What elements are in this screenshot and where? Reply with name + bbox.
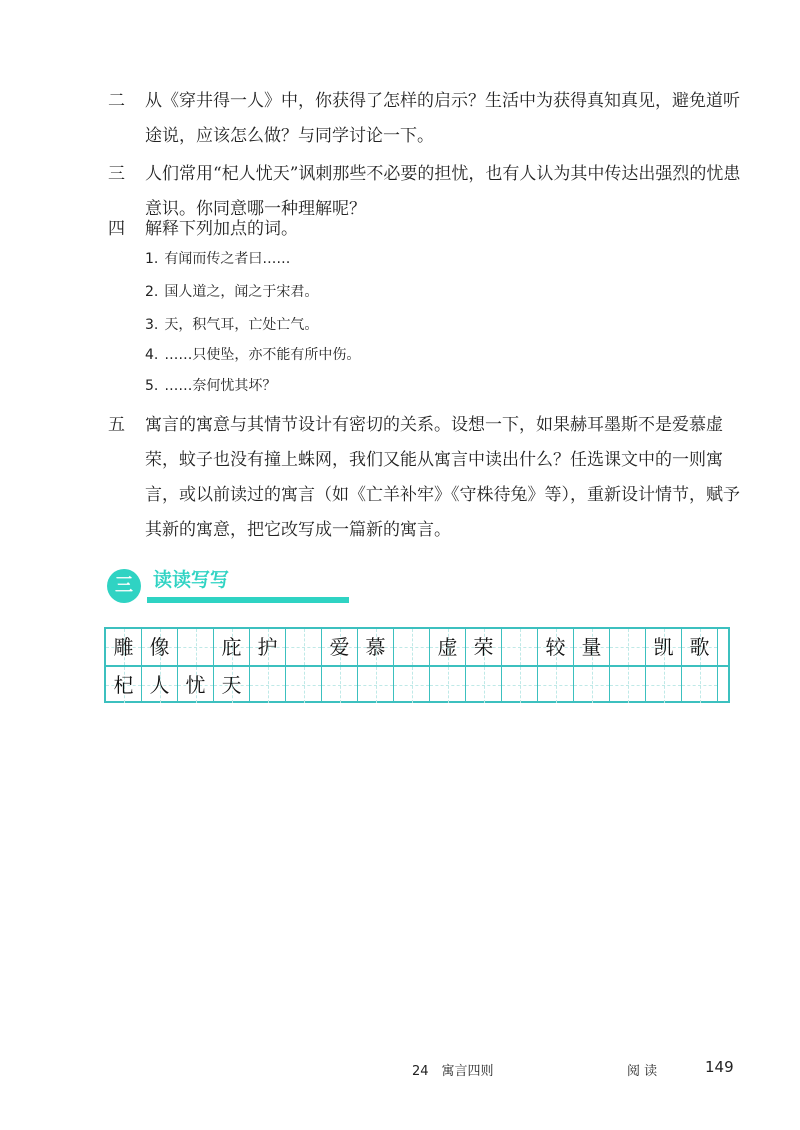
grid-cell	[394, 629, 430, 665]
section-title: 读读写写	[153, 569, 230, 591]
grid-cell	[178, 667, 214, 703]
question-4	[108, 212, 748, 247]
grid-cell	[250, 629, 286, 665]
question-number: 二	[108, 91, 125, 111]
grid-cell	[466, 629, 502, 665]
grid-cell	[214, 667, 250, 703]
grid-cell	[610, 667, 646, 703]
grid-char: 杞	[113, 673, 134, 697]
grid-cell	[106, 629, 142, 665]
grid-char: 天	[221, 673, 242, 697]
grid-cell	[286, 667, 322, 703]
grid-char: 人	[149, 673, 170, 697]
grid-cell	[250, 667, 286, 703]
question-2	[108, 84, 748, 154]
grid-cell	[646, 667, 682, 703]
question-text: 寓言的寓意与其情节设计有密切的关系。设想一下，如果赫耳墨斯不是爱慕虚荣，蚊子也没有撞上蛛网，我们又能从寓言中读出什么？任选课文中的一则寓言，或以前读过的寓言（如《亡羊补牢》《守株待兔》等），重新设计情节，赋予其新的寓意，把它改写成一篇新的寓言。	[145, 415, 740, 540]
grid-cell	[178, 629, 214, 665]
writing-grid	[104, 627, 730, 703]
grid-char: 像	[149, 635, 170, 659]
grid-cell	[430, 629, 466, 665]
grid-char: 较	[545, 635, 566, 659]
subitem-text: 有闻而传之者曰……	[164, 251, 291, 267]
footer-part: 阅 读	[627, 1064, 658, 1079]
subitem-5	[145, 376, 276, 396]
grid-char: 护	[257, 635, 278, 659]
footer-lesson: 24 寓言四则	[412, 1064, 494, 1079]
subitem-3	[145, 315, 318, 335]
grid-cell	[502, 667, 538, 703]
grid-char: 量	[581, 635, 602, 659]
section-number-badge: 三	[107, 569, 141, 603]
subitem-number: 3.	[145, 317, 159, 333]
grid-cell	[430, 667, 466, 703]
grid-char: 忧	[185, 673, 206, 697]
subitem-number: 4.	[145, 347, 159, 363]
grid-cell	[466, 667, 502, 703]
subitem-number: 1.	[145, 251, 159, 267]
grid-char: 凯	[653, 635, 674, 659]
grid-char: 荣	[473, 635, 494, 659]
grid-row	[106, 667, 728, 703]
subitem-number: 5.	[145, 378, 159, 394]
subitem-text: 国人道之，闻之于宋君。	[164, 284, 319, 300]
subitem-1	[145, 249, 290, 269]
question-text: 从《穿井得一人》中，你获得了怎样的启示？生活中为获得真知真见，避免道听途说，应该怎么做？与同学讨论一下。	[145, 91, 740, 146]
grid-cell	[682, 629, 718, 665]
grid-cell	[214, 629, 250, 665]
grid-cell	[142, 667, 178, 703]
subitem-text: ……只使坠，亦不能有所中伤。	[164, 347, 361, 363]
subitem-number: 2.	[145, 284, 159, 300]
subitem-4	[145, 345, 360, 365]
grid-char: 庇	[221, 635, 242, 659]
grid-cell	[682, 667, 718, 703]
grid-cell	[394, 667, 430, 703]
question-text: 人们常用“杞人忧天”讽刺那些不必要的担忧，也有人认为其中传达出强烈的忧患意识。你同意哪一种理解呢？	[145, 164, 741, 219]
grid-cell	[358, 629, 394, 665]
grid-char: 虚	[437, 635, 458, 659]
grid-cell	[286, 629, 322, 665]
grid-cell	[574, 629, 610, 665]
question-number: 四	[108, 219, 125, 239]
grid-char: 雕	[113, 635, 134, 659]
section-header	[107, 567, 307, 607]
subitem-text: ……奈何忧其坏？	[164, 378, 277, 394]
grid-cell	[538, 667, 574, 703]
grid-char: 爱	[329, 635, 350, 659]
grid-cell	[106, 667, 142, 703]
grid-cell	[322, 629, 358, 665]
subitem-text: 天，积气耳，亡处亡气。	[164, 317, 319, 333]
grid-cell	[142, 629, 178, 665]
page-number: 149	[705, 1058, 734, 1076]
grid-char: 慕	[365, 635, 386, 659]
section-underline	[147, 597, 349, 603]
grid-cell	[358, 667, 394, 703]
grid-row	[106, 629, 728, 667]
question-number: 五	[108, 415, 125, 435]
grid-cell	[502, 629, 538, 665]
subitem-2	[145, 282, 318, 302]
question-5	[108, 408, 748, 548]
question-number: 三	[108, 164, 125, 184]
grid-cell	[610, 629, 646, 665]
grid-cell	[574, 667, 610, 703]
question-text: 解释下列加点的词。	[145, 219, 298, 239]
grid-cell	[646, 629, 682, 665]
grid-cell	[538, 629, 574, 665]
grid-cell	[322, 667, 358, 703]
grid-char: 歌	[689, 635, 710, 659]
